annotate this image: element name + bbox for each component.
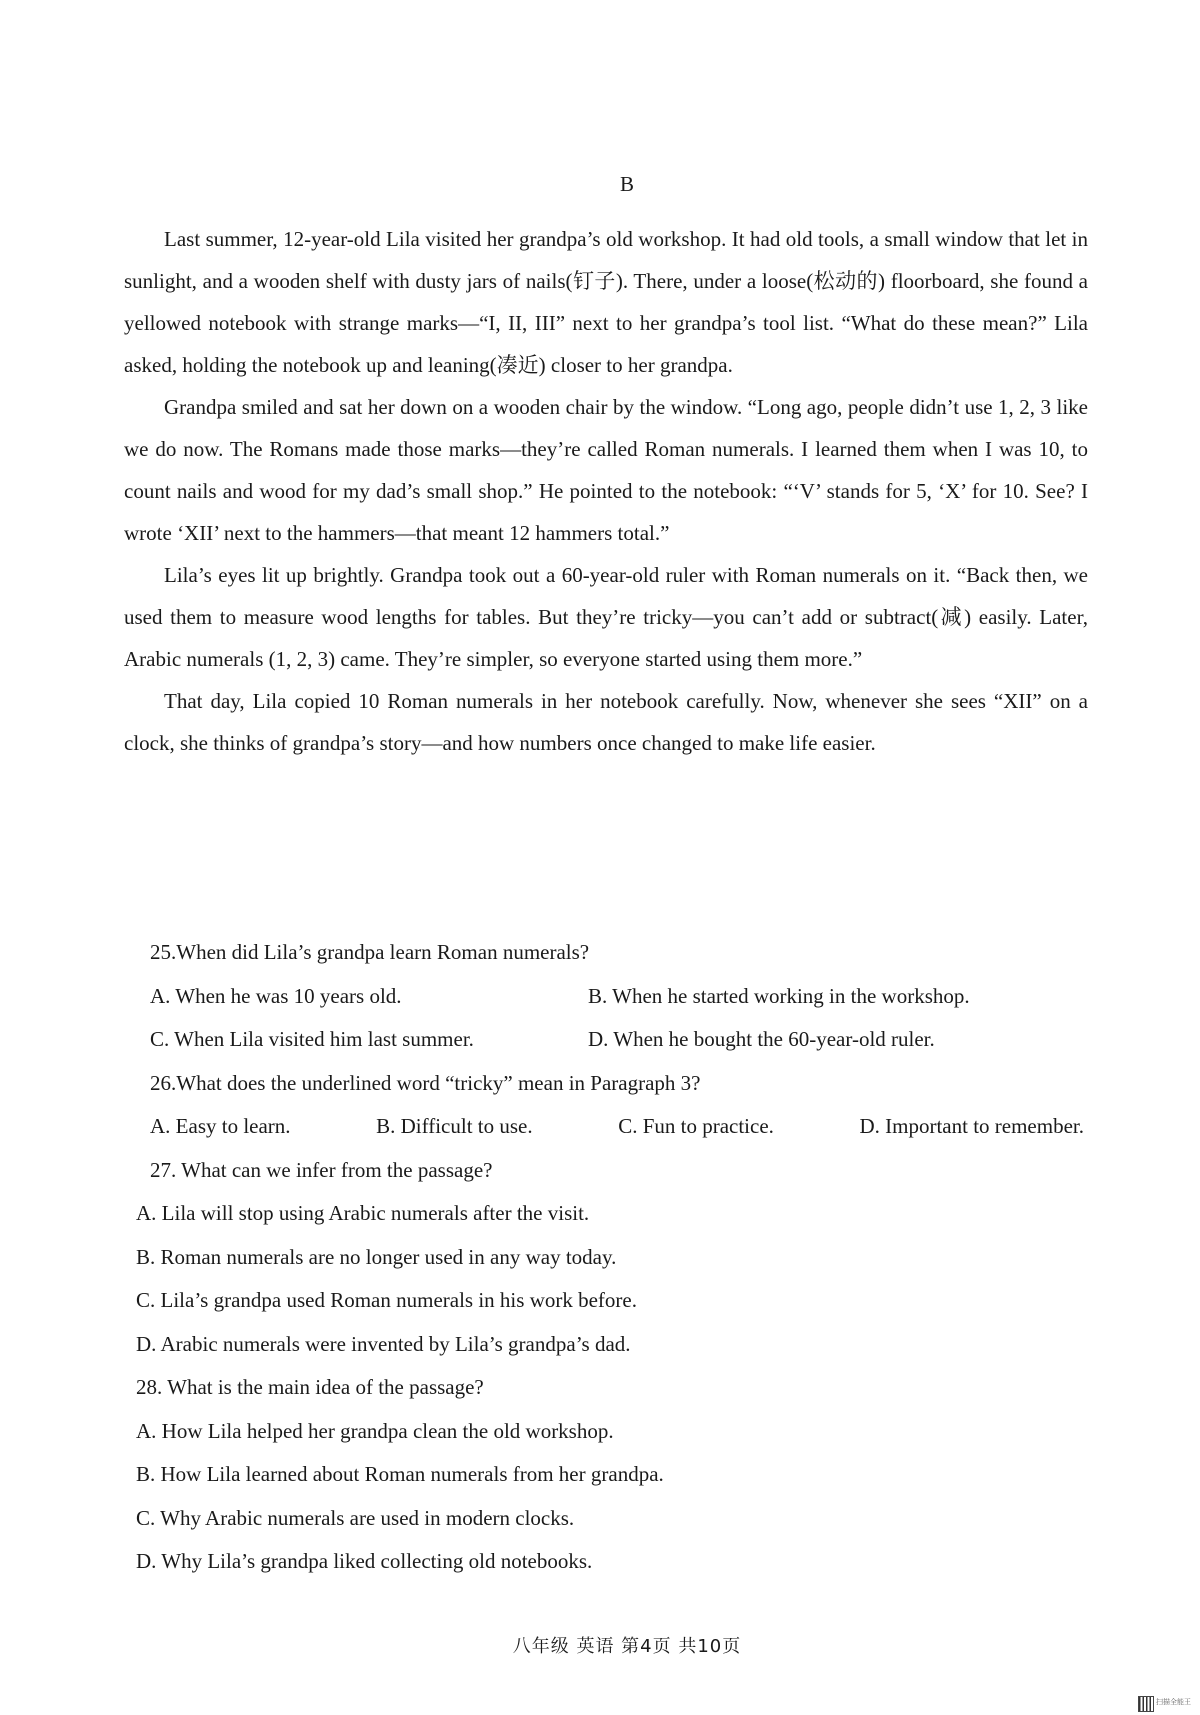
question-28-option-d: D. Why Lila’s grandpa liked collecting old notebooks. bbox=[136, 1549, 593, 1573]
passage-paragraph-2: Grandpa smiled and sat her down on a wooden chair by the window. “Long ago, people didn’t use 1, 2, 3 like we do now. The Romans made those marks—they’re called Roman numerals. I learned them when I was 10, to count nails and wood for my dad’s small shop.” He pointed to the notebook: “‘V’ stands for 5, ‘X’ for 10. See? I wrote ‘XII’ next to the hammers—that meant 12 hammers total.” bbox=[124, 395, 1088, 545]
question-26-options bbox=[150, 1105, 1084, 1149]
question-26-stem: 26.What does the underlined word “tricky” mean in Paragraph 3? bbox=[150, 1070, 701, 1095]
question-25-option-d: D. When he bought the 60-year-old ruler. bbox=[588, 1027, 935, 1051]
scanner-watermark: 扫描全能王 bbox=[1156, 1698, 1191, 1706]
question-26-option-d: D. Important to remember. bbox=[859, 1114, 1084, 1138]
question-28-block bbox=[136, 1366, 1090, 1584]
question-28-stem: 28. What is the main idea of the passage? bbox=[136, 1375, 484, 1399]
question-25-options-row-1 bbox=[150, 975, 1090, 1019]
reading-passage bbox=[124, 218, 1088, 764]
question-28-option-c: C. Why Arabic numerals are used in modern clocks. bbox=[136, 1505, 575, 1530]
question-25-stem: 25.When did Lila’s grandpa learn Roman numerals? bbox=[150, 940, 590, 964]
qr-code-icon bbox=[1138, 1696, 1154, 1712]
question-28-option-a: A. How Lila helped her grandpa clean the old workshop. bbox=[136, 1418, 614, 1443]
question-25-options-row-2 bbox=[150, 1018, 1090, 1062]
question-27-option-c: C. Lila’s grandpa used Roman numerals in his work before. bbox=[136, 1288, 637, 1312]
question-26-option-c: C. Fun to practice. bbox=[618, 1114, 774, 1138]
passage-paragraph-4: That day, Lila copied 10 Roman numerals in her notebook carefully. Now, whenever she sees “XII” on a clock, she thinks of grandpa’s story—and how numbers once changed to make life easier. bbox=[124, 689, 1088, 755]
question-27-option-b: B. Roman numerals are no longer used in any way today. bbox=[136, 1244, 617, 1269]
question-25-option-b: B. When he started working in the workshop. bbox=[588, 983, 970, 1008]
section-title: B bbox=[619, 172, 634, 196]
question-26-option-b: B. Difficult to use. bbox=[376, 1114, 533, 1138]
question-27-option-a: A. Lila will stop using Arabic numerals after the visit. bbox=[136, 1201, 590, 1225]
question-27-option-d: D. Arabic numerals were invented by Lila’s grandpa’s dad. bbox=[136, 1331, 631, 1356]
question-27-options bbox=[136, 1192, 1090, 1366]
passage-paragraph-1: Last summer, 12-year-old Lila visited her grandpa’s old workshop. It had old tools, a small window that let in sunlight, and a wooden shelf with dusty jars of nails(钉子). There, under a loose(松动的) floorboard, she found a yellowed notebook with strange marks—“I, II, III” next to her grandpa’s tool list. “What do these mean?” Lila asked, holding the notebook up and leaning(凑近) closer to her grandpa. bbox=[124, 227, 1088, 377]
page-footer: 八年级 英语 第4页 共10页 bbox=[512, 1636, 742, 1657]
passage-paragraph-3: Lila’s eyes lit up brightly. Grandpa took out a 60-year-old ruler with Roman numerals on it. “Back then, we used them to measure wood lengths for tables. But they’re tricky—you can’t add or subtract(减) easily. Later, Arabic numerals (1, 2, 3) came. They’re simpler, so everyone started using them more.” bbox=[124, 563, 1088, 671]
question-28-option-b: B. How Lila learned about Roman numerals from her grandpa. bbox=[136, 1462, 664, 1486]
question-25-option-a: A. When he was 10 years old. bbox=[150, 983, 402, 1008]
question-list bbox=[136, 931, 1090, 1584]
question-26-option-a: A. Easy to learn. bbox=[150, 1114, 291, 1138]
question-27-stem: 27. What can we infer from the passage? bbox=[150, 1157, 493, 1182]
question-25-option-c: C. When Lila visited him last summer. bbox=[150, 1027, 474, 1051]
